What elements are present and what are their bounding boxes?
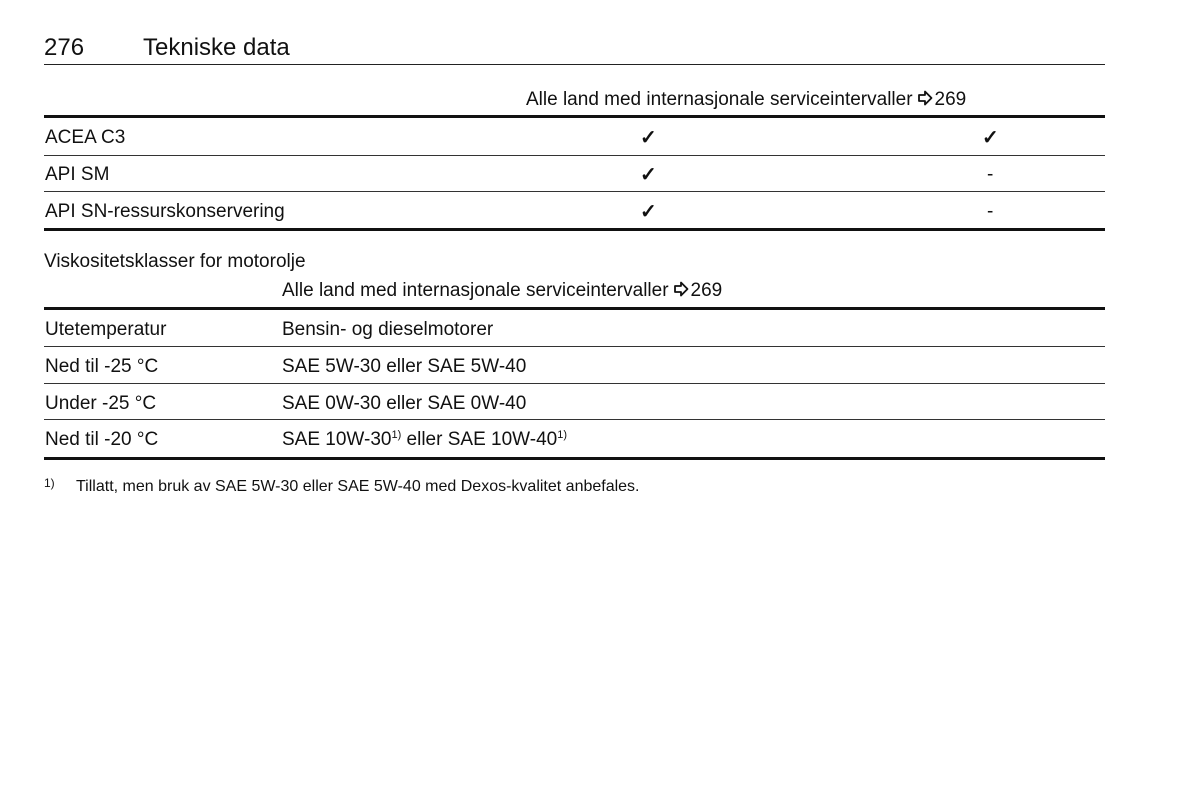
table-top-rule [44, 307, 1105, 310]
page-reference-arrow-icon [673, 281, 689, 297]
column-header-temperature: Utetemperatur [45, 319, 167, 340]
page-header [44, 30, 1105, 65]
caption-page-ref[interactable]: 269 [934, 89, 967, 110]
footnote-ref[interactable]: 1) [557, 429, 567, 441]
footnote-text: Tillatt, men bruk av SAE 5W-30 eller SAE 5W-40 med Dexos-kvalitet anbefales. [76, 478, 640, 495]
footnote-mark: 1) [44, 476, 55, 490]
oil-grade-cell: SAE 5W-30 eller SAE 5W-40 [282, 356, 527, 377]
page-number: 276 [44, 34, 85, 61]
row-label: ACEA C3 [45, 127, 126, 148]
row-divider [44, 191, 1105, 192]
row-divider [44, 383, 1105, 384]
row-label: API SM [45, 164, 110, 185]
oil-grade-a: SAE 10W-30 [282, 429, 392, 450]
temperature-cell: Ned til -25 °C [45, 356, 159, 377]
table-bottom-rule [44, 457, 1105, 460]
column-header-engines: Bensin- og dieselmotorer [282, 319, 494, 340]
oil-grade-b: eller SAE 10W-40 [401, 429, 558, 450]
oil-spec-table [44, 84, 1105, 234]
page-reference-arrow-icon [917, 90, 933, 106]
page-title: Tekniske data [143, 34, 290, 61]
table-bottom-rule [44, 228, 1105, 231]
oil-grade-cell: SAE 0W-30 eller SAE 0W-40 [282, 393, 527, 414]
table-top-rule [44, 115, 1105, 118]
check-mark-icon: ✓ [640, 127, 657, 149]
row-divider [44, 155, 1105, 156]
not-applicable-dash: - [987, 164, 994, 185]
table-caption [526, 89, 966, 111]
caption-page-ref[interactable]: 269 [690, 280, 723, 301]
oil-grade-cell [282, 429, 567, 451]
check-mark-icon: ✓ [982, 127, 999, 149]
temperature-cell: Under -25 °C [45, 393, 157, 414]
section-heading: Viskositetsklasser for motorolje [44, 251, 306, 272]
row-label: API SN-ressurskonservering [45, 201, 285, 222]
check-mark-icon: ✓ [640, 164, 657, 186]
caption-text: Alle land med internasjonale serviceintervaller [526, 89, 913, 110]
caption-text: Alle land med internasjonale serviceintervaller [282, 280, 669, 301]
row-divider [44, 419, 1105, 420]
viscosity-table [44, 277, 1105, 462]
check-mark-icon: ✓ [640, 201, 657, 223]
footnote-ref[interactable]: 1) [391, 429, 402, 441]
row-divider [44, 346, 1105, 347]
table-caption [282, 280, 722, 302]
temperature-cell: Ned til -20 °C [45, 429, 159, 450]
not-applicable-dash: - [987, 201, 994, 222]
